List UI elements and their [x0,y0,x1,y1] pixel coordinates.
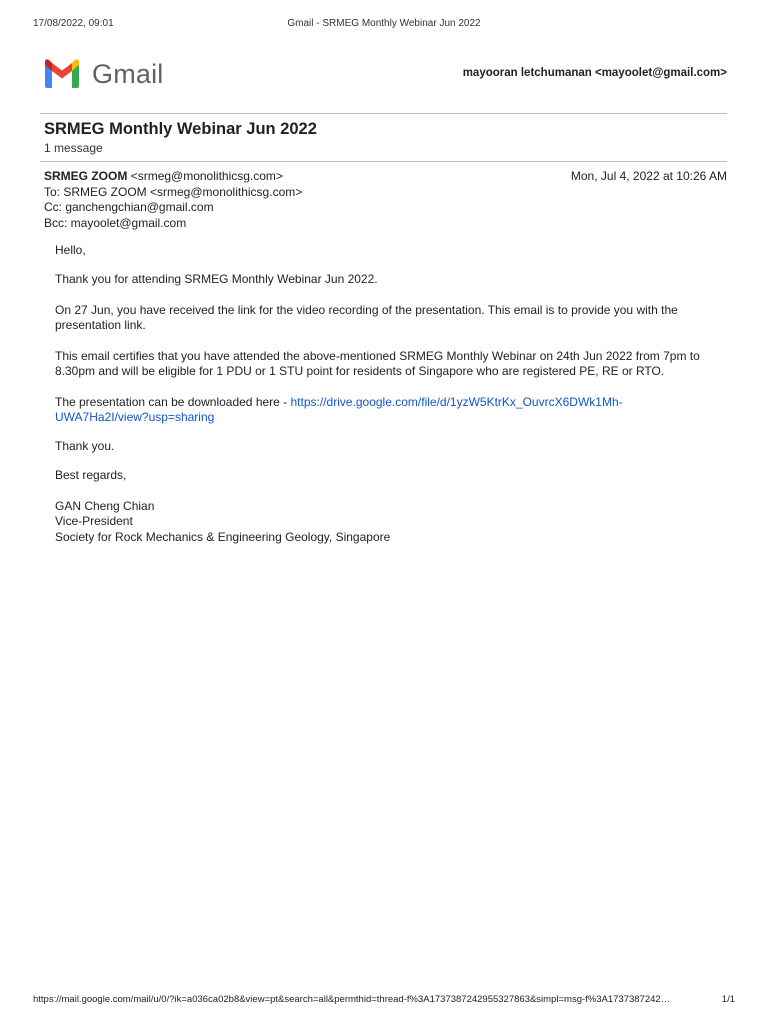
regards-line: Best regards, [55,468,127,482]
sender-name: SRMEG ZOOM [44,169,128,183]
page-number: 1/1 [721,994,735,1005]
body-paragraph-3: This email certifies that you have attended the above-mentioned SRMEG Monthly Webinar on 24th Jun 2022 from 7pm to 8.30pm and will be eligible for 1 PDU or 1 STU point for residents of Singapore who are registered PE, RE or RTO. [55,348,700,378]
print-footer [33,994,735,1008]
account-label: mayooran letchumanan <mayoolet@gmail.com> [462,67,727,79]
sender-email: <srmeg@monolithicsg.com> [130,169,283,183]
gmail-logo-text: Gmail [92,59,164,89]
print-title: Gmail - SRMEG Monthly Webinar Jun 2022 [287,18,481,29]
message-meta [44,169,302,231]
body-paragraph-2: On 27 Jun, you have received the link for the video recording of the presentation. This email is to provide you with the presentation link. [55,302,678,332]
header-divider [40,113,727,114]
print-date: 17/08/2022, 09:01 [33,18,114,29]
thanks-line: Thank you. [55,439,115,453]
greeting: Hello, [55,243,86,257]
signature-name: GAN Cheng Chian [55,498,155,513]
signature-organization: Society for Rock Mechanics & Engineering Geology, Singapore [55,529,391,544]
body-paragraph-1: Thank you for attending SRMEG Monthly Webinar Jun 2022. [55,272,378,286]
body-paragraph-4 [55,395,715,426]
page-url: https://mail.google.com/mail/u/0/?ik=a036ca02b8&view=pt&search=all&permthid=thread-f%3A1737387242955327863&simpl=msg-f%3A1737387242… [33,994,671,1005]
from-line [44,169,302,185]
subject-divider [40,161,727,162]
print-header [33,18,735,32]
sent-date: Mon, Jul 4, 2022 at 10:26 AM [570,169,727,183]
presentation-link[interactable]: https://drive.google.com/file/d/1yzW5KtrKx_OuvrcX6DWk1Mh-UWA7Ha2I/view?usp=sharing [55,394,623,424]
signature-title: Vice-President [55,514,133,528]
bcc-line: Bcc: mayoolet@gmail.com [44,215,187,230]
cc-line: Cc: ganchengchian@gmail.com [44,200,214,214]
to-line: To: SRMEG ZOOM <srmeg@monolithicsg.com> [44,184,303,199]
message-body [55,243,715,545]
download-text: The presentation can be downloaded here - [55,394,291,409]
gmail-logo[interactable] [38,52,178,98]
thread-subject: SRMEG Monthly Webinar Jun 2022 [44,120,317,138]
gmail-m-icon [42,58,82,89]
message-count: 1 message [44,141,103,155]
